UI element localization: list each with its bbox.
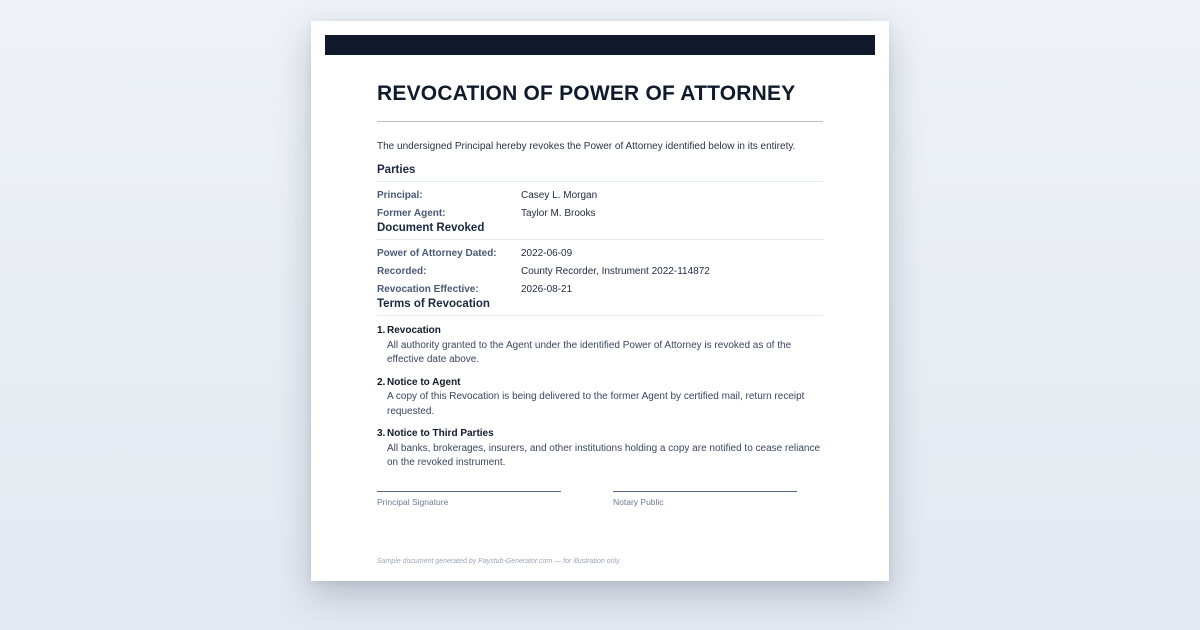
signature-label: Notary Public [613,497,664,507]
field-row-poa-dated [377,247,823,260]
intro-paragraph: The undersigned Principal hereby revokes the Power of Attorney identified below in its entirety. [377,141,796,152]
footer-disclaimer: Sample document generated by Paystub-Generator.com — for illustration only. [377,558,621,565]
field-row-recorded [377,265,823,278]
term-number: 3. [377,428,386,439]
signature-label: Principal Signature [377,497,449,507]
term-title: Notice to Third Parties [387,428,494,439]
term-number: 2. [377,376,386,388]
term-item-notice-to-agent [377,376,823,420]
field-row-revocation-effective [377,283,823,296]
notary-signature-block [613,491,797,507]
term-item-revocation [377,324,823,368]
term-heading [377,376,823,391]
document-title: REVOCATION OF POWER OF ATTORNEY [377,82,796,105]
field-label: Power of Attorney Dated: [377,248,497,259]
field-label: Recorded: [377,266,427,277]
document-body [377,80,823,479]
field-label: Principal: [377,190,423,201]
field-value: Taylor M. Brooks [521,208,596,219]
field-value: County Recorder, Instrument 2022-114872 [521,266,710,277]
term-body: A copy of this Revocation is being delivered to the former Agent by certified mail, return receipt requested. [387,391,805,417]
field-value: Casey L. Morgan [521,190,598,201]
field-row-principal [377,189,823,202]
field-label: Revocation Effective: [377,284,479,295]
header-bar [325,35,875,55]
term-title: Notice to Agent [387,376,461,388]
term-body: All banks, brokerages, insurers, and other institutions holding a copy are notified to cease reliance on the revoked instrument. [387,442,821,468]
field-value: 2022-06-09 [521,248,573,259]
term-number: 1. [377,325,386,336]
signature-area [377,491,823,511]
section-heading-document-revoked: Document Revoked [377,221,823,240]
terms-list [377,324,823,471]
term-heading [377,324,823,339]
term-body: All authority granted to the Agent under the identified Power of Attorney is revoked as of the effective date above. [387,339,792,365]
section-heading-parties: Parties [377,163,823,182]
signature-line [613,491,797,492]
term-title: Revocation [387,325,441,336]
title-divider [377,121,823,122]
field-label: Former Agent: [377,208,446,219]
field-value: 2026-08-21 [521,284,573,295]
term-item-notice-to-third-parties [377,427,823,471]
document-page [311,21,889,581]
signature-line [377,491,561,492]
section-heading-terms: Terms of Revocation [377,297,823,316]
principal-signature-block [377,491,561,507]
field-row-former-agent [377,207,823,220]
term-heading [377,427,823,442]
